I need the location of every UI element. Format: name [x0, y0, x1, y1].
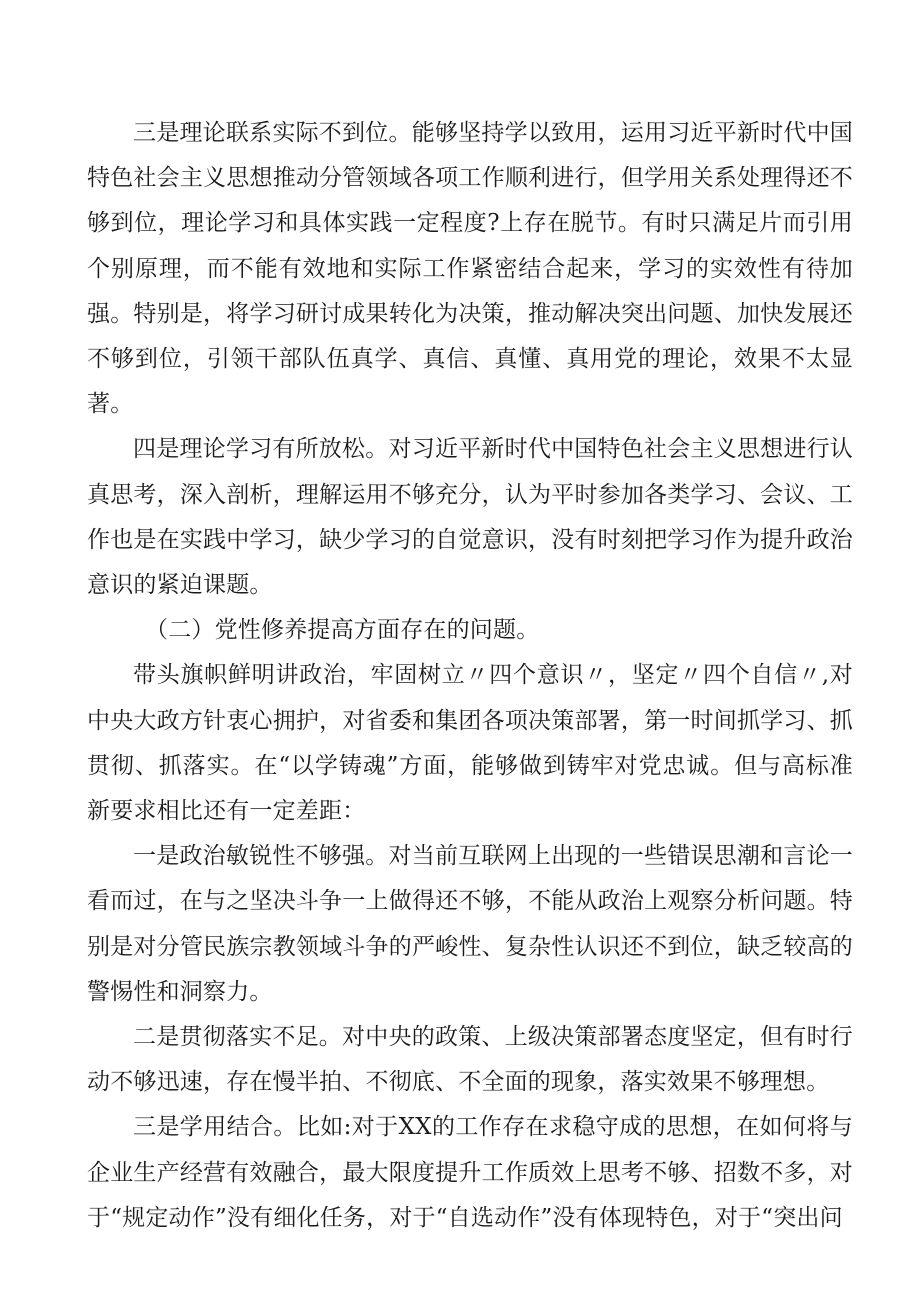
paragraph-political-sensitivity: 一是政治敏锐性不够强。对当前互联网上出现的一些错误思潮和言论一看而过，在与之坚决斗争一上做得还不够，不能从政治上观察分析问题。特别是对分管民族宗教领域斗争的严峻性、复杂性认识还不到位，缺乏较高的警惕性和洞察力。 [87, 843, 853, 1005]
paragraph-theory-study-relaxed: 四是理论学习有所放松。对习近平新时代中国特色社会主义思想进行认真思考，深入剖析，理解运用不够充分，认为平时参加各类学习、会议、工作也是在实践中学习，缺少学习的自觉意识，没有时刻把学习作为提升政治意识的紧迫课题。 [87, 436, 853, 599]
paragraph-political-stance: 带头旗帜鲜明讲政治，牢固树立〃四个意识〃，坚定〃四个自信〃,对中央大政方针衷心拥护，对省委和集团各项决策部署，第一时间抓学习、抓贯彻、抓落实。在“以学铸魂”方面，能够做到铸牢对党忠诚。但与高标准新要求相比还有一定差距： [87, 662, 853, 825]
paragraph-implementation: 二是贯彻落实不足。对中央的政策、上级决策部署态度坚定，但有时行动不够迅速，存在慢半拍、不彻底、不全面的现象，落实效果不够理想。 [87, 1024, 853, 1096]
document-body [87, 111, 853, 1241]
section-heading-party-spirit: （二）党性修养提高方面存在的问题。 [145, 617, 540, 644]
paragraph-theory-practice: 三是理论联系实际不到位。能够坚持学以致用，运用习近平新时代中国特色社会主义思想推动分管领域各项工作顺利进行，但学用关系处理得还不够到位，理论学习和具体实践一定程度?上存在脱节。有时只满足片而引用个别原理，而不能有效地和实际工作紧密结合起来，学习的实效性有待加强。特别是，将学习研讨成果转化为决策，推动解决突出问题、加快发展还不够到位，引领干部队伍真学、真信、真懂、真用党的理论，效果不太显著。 [87, 120, 853, 418]
paragraph-study-application: 三是学用结合。比如:对于XX的工作存在求稳守成的思想，在如何将与企业生产经营有效融合，最大限度提升工作质效上思考不够、招数不多，对于“规定动作”没有细化任务，对于“自选动作”没有体现特色，对于“突出问 [87, 1114, 853, 1231]
